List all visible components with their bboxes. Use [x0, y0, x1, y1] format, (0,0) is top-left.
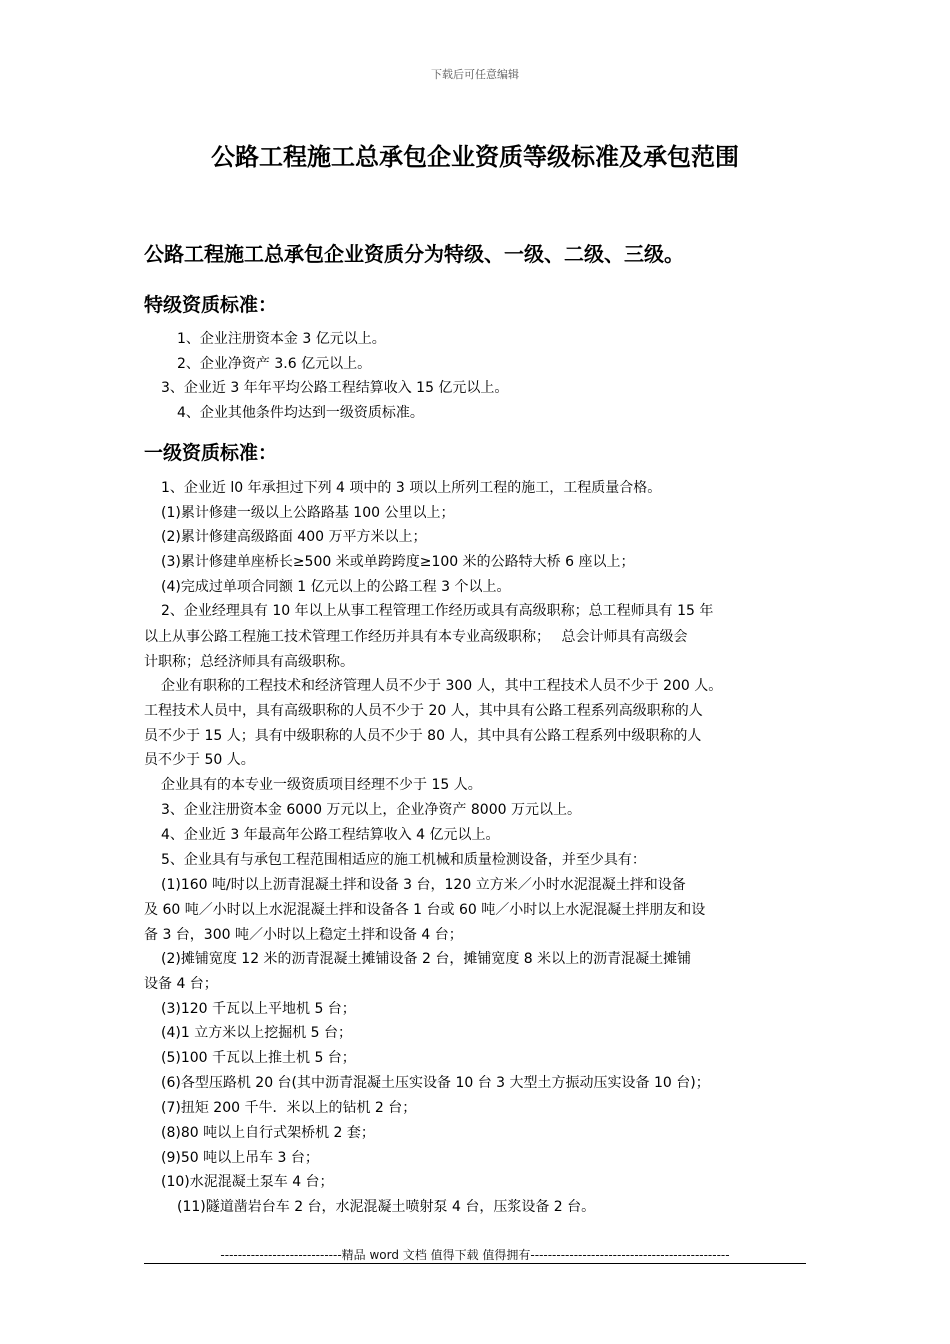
first-line-21: 设备 4 台；	[144, 976, 218, 992]
first-line-2: (1)累计修建一级以上公路路基 100 公里以上；	[161, 505, 455, 521]
footer-divider	[144, 1263, 806, 1264]
first-line-25: (6)各型压路机 20 台(其中沥青混凝土压实设备 10 台 3 大型土方振动压实设备 10 台)；	[161, 1075, 710, 1091]
first-line-20: (2)摊铺宽度 12 米的沥青混凝土摊铺设备 2 台，摊铺宽度 8 米以上的沥青混凝土摊铺	[161, 951, 692, 967]
first-line-14: 3、企业注册资本金 6000 万元以上，企业净资产 8000 万元以上。	[161, 802, 581, 818]
first-line-23: (4)1 立方米以上挖掘机 5 台；	[161, 1025, 352, 1041]
first-line-29: (10)水泥混凝土泵车 4 台；	[161, 1174, 334, 1190]
first-line-7: 以上从事公路工程施工技术管理工作经历并具有本专业高级职称； 总会计师具有高级会	[144, 629, 688, 645]
first-line-8: 计职称；总经济师具有高级职称。	[144, 654, 354, 670]
first-line-15: 4、企业近 3 年最高年公路工程结算收入 4 亿元以上。	[161, 827, 500, 843]
first-grade-heading: 一级资质标准：	[144, 442, 278, 464]
special-item-4: 4、企业其他条件均达到一级资质标准。	[177, 405, 424, 421]
first-line-28: (9)50 吨以上吊车 3 台；	[161, 1150, 319, 1166]
first-line-4: (3)累计修建单座桥长≥500 米或单跨跨度≥100 米的公路特大桥 6 座以上；	[161, 554, 635, 570]
first-line-13: 企业具有的本专业一级资质项目经理不少于 15 人。	[161, 777, 482, 793]
first-line-24: (5)100 千瓦以上推土机 5 台；	[161, 1050, 356, 1066]
first-line-6: 2、企业经理具有 10 年以上从事工程管理工作经历或具有高级职称；总工程师具有 15 年	[161, 603, 714, 619]
first-line-1: 1、企业近 l0 年承担过下列 4 项中的 3 项以上所列工程的施工，工程质量合格。	[161, 480, 662, 496]
intro-heading: 公路工程施工总承包企业资质分为特级、一级、二级、三级。	[144, 242, 684, 266]
first-line-5: (4)完成过单项合同额 1 亿元以上的公路工程 3 个以上。	[161, 579, 511, 595]
first-line-10: 工程技术人员中，具有高级职称的人员不少于 20 人，其中具有公路工程系列高级职称的人	[144, 703, 703, 719]
first-line-9: 企业有职称的工程技术和经济管理人员不少于 300 人，其中工程技术人员不少于 200 人。	[161, 678, 723, 694]
special-item-2: 2、企业净资产 3.6 亿元以上。	[177, 356, 372, 372]
first-line-3: (2)累计修建高级路面 400 万平方米以上；	[161, 529, 427, 545]
first-line-22: (3)120 千瓦以上平地机 5 台；	[161, 1001, 356, 1017]
document-title: 公路工程施工总承包企业资质等级标准及承包范围	[211, 143, 739, 171]
special-item-1: 1、企业注册资本金 3 亿元以上。	[177, 331, 386, 347]
first-line-19: 备 3 台，300 吨／小时以上稳定土拌和设备 4 台；	[144, 927, 463, 943]
first-line-11: 员不少于 15 人；具有中级职称的人员不少于 80 人，其中具有公路工程系列中级职称的人	[144, 728, 702, 744]
first-line-18: 及 60 吨／小时以上水泥混凝土拌和设备各 1 台或 60 吨／小时以上水泥混凝土拌朋友和设	[144, 902, 706, 918]
first-line-27: (8)80 吨以上自行式架桥机 2 套；	[161, 1125, 375, 1141]
first-line-30: (11)隧道凿岩台车 2 台，水泥混凝土喷射泵 4 台，压浆设备 2 台。	[177, 1199, 596, 1215]
first-line-12: 员不少于 50 人。	[144, 752, 255, 768]
special-grade-heading: 特级资质标准：	[144, 294, 278, 316]
footer-banner: ----------------------------精品 word 文档 值得下载 值得拥有----------------------------------------------	[220, 1248, 730, 1262]
header-note: 下载后可任意编辑	[431, 68, 519, 81]
first-line-16: 5、企业具有与承包工程范围相适应的施工机械和质量检测设备，并至少具有：	[161, 852, 646, 868]
special-item-3: 3、企业近 3 年年平均公路工程结算收入 15 亿元以上。	[161, 380, 509, 396]
first-line-26: (7)扭矩 200 千牛．米以上的钻机 2 台；	[161, 1100, 417, 1116]
first-line-17: (1)160 吨/时以上沥青混凝土拌和设备 3 台，120 立方米／小时水泥混凝土拌和设备	[161, 877, 686, 893]
